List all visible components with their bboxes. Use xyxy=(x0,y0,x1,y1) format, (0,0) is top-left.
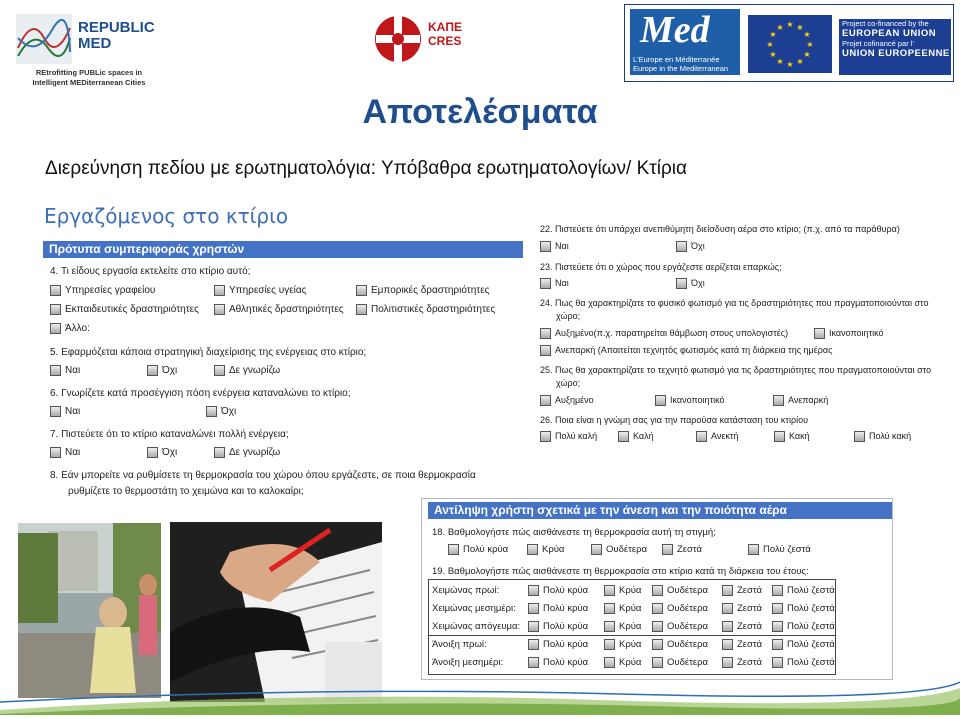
checkbox[interactable] xyxy=(448,544,459,555)
checkbox[interactable] xyxy=(50,447,61,458)
q19-option[interactable] xyxy=(772,656,835,669)
checkbox[interactable] xyxy=(528,585,539,596)
q19-option[interactable] xyxy=(722,656,762,669)
kape-line1: ΚΑΠΕ xyxy=(428,20,463,34)
q23-option-label: Ναι xyxy=(555,278,569,288)
q24-option[interactable] xyxy=(540,344,832,357)
checkbox[interactable] xyxy=(604,639,615,650)
q23-option[interactable] xyxy=(676,277,705,290)
q19-option-label: Πολύ ζεστά xyxy=(787,621,835,632)
q18-option-label: Πολύ ζεστά xyxy=(763,544,811,555)
med-caption-1: L'Europe en Méditerranée xyxy=(633,55,720,64)
checkbox[interactable] xyxy=(854,431,865,442)
checkbox[interactable] xyxy=(540,278,551,289)
q19-option-label: Πολύ ζεστά xyxy=(787,639,835,650)
q26-option-label: Καλή xyxy=(633,431,654,441)
q26-option[interactable] xyxy=(540,430,597,443)
q19-option-label: Πολύ ζεστά xyxy=(787,603,835,614)
checkbox[interactable] xyxy=(676,241,687,252)
q19-option-label: Πολύ κρύα xyxy=(543,585,589,596)
checkbox[interactable] xyxy=(814,328,825,339)
q7-option[interactable] xyxy=(214,446,280,459)
q5-option-label: Δε γνωρίζω xyxy=(229,365,281,376)
checkbox[interactable] xyxy=(662,544,673,555)
q5-option-label: Όχι xyxy=(162,365,178,376)
rm-line2: MED xyxy=(78,35,112,52)
q18-option-label: Πολύ κρύα xyxy=(463,544,509,555)
q19-option-label: Ουδέτερα xyxy=(667,621,708,632)
checkbox[interactable] xyxy=(604,603,615,614)
kape-text xyxy=(428,20,462,48)
q19-option[interactable] xyxy=(604,602,641,615)
checkbox[interactable] xyxy=(652,639,663,650)
checkbox[interactable] xyxy=(652,585,663,596)
q19-option[interactable] xyxy=(528,620,588,633)
med-caption xyxy=(633,55,728,73)
q19-option-label: Κρύα xyxy=(619,585,642,596)
q6-option-label: Ναι xyxy=(65,406,81,417)
eu-line3: Projet cofinancé par l' xyxy=(842,39,914,48)
q19-option-label: Ουδέτερα xyxy=(667,639,708,650)
q4-option-label: Εμπορικές δραστηριότητες xyxy=(371,285,490,296)
q19-option[interactable] xyxy=(528,656,588,669)
q18-option[interactable] xyxy=(527,543,564,556)
checkbox[interactable] xyxy=(356,304,367,315)
svg-text:★: ★ xyxy=(796,23,804,32)
q4-text: 4. Τι είδους εργασία εκτελείτε στο κτίριο αυτό; xyxy=(50,266,251,277)
q19-option-label: Κρύα xyxy=(619,603,642,614)
q4-option[interactable] xyxy=(214,303,344,316)
q4-option[interactable] xyxy=(356,284,490,297)
q26-option[interactable] xyxy=(854,430,911,443)
q6-text: 6. Γνωρίζετε κατά προσέγγιση πόση ενέργεια καταναλώνει το κτίριο; xyxy=(50,388,351,399)
q26-text: 26. Ποια είναι η γνώμη σας για την παρούσα κατάσταση του κτιρίου xyxy=(540,415,809,425)
q24-text-line1: 24. Πως θα χαρακτηρίζατε το φυσικό φωτισμό για τις δραστηριότητες που πραγματοποιούνται στο xyxy=(540,298,929,308)
q19-row-label: Άνοιξη πρωί: xyxy=(432,639,487,650)
checkbox[interactable] xyxy=(528,621,539,632)
q19-row-label: Χειμώνας πρωί: xyxy=(432,585,500,596)
q19-option[interactable] xyxy=(772,584,835,597)
q19-option-label: Ζεστά xyxy=(737,639,763,650)
med-word: Med xyxy=(640,9,710,51)
checkbox[interactable] xyxy=(722,603,733,614)
q23-option[interactable] xyxy=(540,277,569,290)
q7-option[interactable] xyxy=(147,446,177,459)
checkbox[interactable] xyxy=(50,285,61,296)
checkbox[interactable] xyxy=(772,621,783,632)
q25-option-label: Ανεπαρκή xyxy=(788,395,829,405)
checkbox[interactable] xyxy=(540,241,551,252)
checkbox[interactable] xyxy=(676,278,687,289)
checkbox[interactable] xyxy=(722,639,733,650)
q19-option-label: Ουδέτερα xyxy=(667,603,708,614)
checkbox[interactable] xyxy=(772,603,783,614)
checkbox[interactable] xyxy=(147,447,158,458)
q4-option-label: Εκπαιδευτικές δραστηριότητες xyxy=(65,304,199,315)
checkbox[interactable] xyxy=(540,345,551,356)
checkbox[interactable] xyxy=(591,544,602,555)
q19-option[interactable] xyxy=(722,584,762,597)
q25-text-line1: 25. Πως θα χαρακτηρίζατε το τεχνητό φωτισμό για τις δραστηριότητες που πραγματοποιούνται στο xyxy=(540,365,932,375)
q22-option[interactable] xyxy=(540,240,569,253)
q19-option-label: Ουδέτερα xyxy=(667,585,708,596)
q18-text: 18. Βαθμολογήστε πώς αισθάνεστε τη θερμοκρασία αυτή τη στιγμή; xyxy=(432,527,716,538)
checkbox[interactable] xyxy=(214,447,225,458)
q19-option[interactable] xyxy=(528,602,588,615)
checkbox[interactable] xyxy=(528,657,539,668)
rm-line1: REPUBLIC xyxy=(78,19,155,36)
checkbox[interactable] xyxy=(50,304,61,315)
svg-text:★: ★ xyxy=(776,23,784,32)
q6-option[interactable] xyxy=(206,405,236,418)
eu-cofinance-text xyxy=(839,19,951,75)
q8-text-line1: 8. Εάν μπορείτε να ρυθμίσετε τη θερμοκρασία του χώρου όπου εργάζεστε, σε ποια θερμοκρασία xyxy=(50,470,476,481)
checkbox[interactable] xyxy=(748,544,759,555)
q19-option[interactable] xyxy=(722,620,762,633)
q18-option-label: Ζεστά xyxy=(677,544,703,555)
survey-handwriting-photo xyxy=(170,522,382,702)
q19-option-label: Κρύα xyxy=(619,621,642,632)
checkbox[interactable] xyxy=(772,657,783,668)
q26-option-label: Πολύ κακή xyxy=(869,431,912,441)
q26-option[interactable] xyxy=(696,430,738,443)
q19-option[interactable] xyxy=(528,584,588,597)
q5-text: 5. Εφαρμόζεται κάποια στρατηγική διαχείρισης της ενέργειας στο κτίριο; xyxy=(50,347,367,358)
q22-text: 22. Πιστεύετε ότι υπάρχει ανεπιθύμητη διείσδυση αέρα στο κτίριο; (π.χ. από τα παράθυρα) xyxy=(540,224,900,234)
q4-option-label: Αθλητικές δραστηριότητες xyxy=(229,304,344,315)
q8-text-line2: ρυθμίζετε το θερμοστάτη το χειμώνα και το καλοκαίρι; xyxy=(68,486,304,497)
svg-text:★: ★ xyxy=(776,57,784,66)
checkbox[interactable] xyxy=(528,603,539,614)
checkbox[interactable] xyxy=(528,639,539,650)
page-subtitle: Διερεύνηση πεδίου με ερωτηματολόγια: Υπόβαθρα ερωτηματολογίων/ Κτίρια xyxy=(45,158,687,179)
q24-option[interactable] xyxy=(814,327,884,340)
svg-text:★: ★ xyxy=(803,50,811,59)
q19-option[interactable] xyxy=(652,638,708,651)
q4-option-label: Πολιτιστικές δραστηριότητες xyxy=(371,304,496,315)
q25-text-line2: χώρο; xyxy=(556,378,581,388)
checkbox[interactable] xyxy=(214,285,225,296)
eu-line4: UNION EUROPEENNE xyxy=(842,48,950,59)
q19-option[interactable] xyxy=(604,620,641,633)
checkbox[interactable] xyxy=(652,603,663,614)
q4-option-label: Υπηρεσίες γραφείου xyxy=(65,285,156,296)
q19-option-label: Ζεστά xyxy=(737,585,763,596)
checkbox[interactable] xyxy=(50,406,61,417)
rm-tagline-2: Intelligent MEDiterranean Cities xyxy=(32,78,146,87)
checkbox[interactable] xyxy=(604,621,615,632)
page-title: Αποτελέσματα xyxy=(362,93,598,131)
checkbox[interactable] xyxy=(722,621,733,632)
q23-option-label: Όχι xyxy=(691,278,705,288)
q4-option[interactable] xyxy=(50,303,199,316)
q19-option[interactable] xyxy=(652,584,708,597)
svg-text:★: ★ xyxy=(786,60,794,69)
q4-option[interactable] xyxy=(50,322,90,335)
q5-option[interactable] xyxy=(147,364,177,377)
checkbox[interactable] xyxy=(652,621,663,632)
q19-option-label: Πολύ κρύα xyxy=(543,603,589,614)
q25-option[interactable] xyxy=(773,394,828,407)
q22-option-label: Όχι xyxy=(691,241,705,251)
q24-option-label: Ικανοποιητικό xyxy=(829,328,884,338)
q19-option[interactable] xyxy=(652,602,708,615)
survey-street-photo xyxy=(18,523,161,698)
q19-option-label: Ζεστά xyxy=(737,621,763,632)
q4-option[interactable] xyxy=(50,284,155,297)
q19-option-label: Ζεστά xyxy=(737,657,763,668)
q5-option[interactable] xyxy=(214,364,280,377)
q7-option[interactable] xyxy=(50,446,80,459)
q19-option-label: Πολύ ζεστά xyxy=(787,657,835,668)
q4-option-label: Άλλο: xyxy=(65,323,90,334)
checkbox[interactable] xyxy=(356,285,367,296)
q4-option[interactable] xyxy=(214,284,306,297)
svg-text:★: ★ xyxy=(769,30,777,39)
republic-med-tagline xyxy=(14,68,164,88)
checkbox[interactable] xyxy=(696,431,707,442)
q5-option[interactable] xyxy=(50,364,80,377)
checkbox[interactable] xyxy=(214,304,225,315)
q25-option-label: Αυξημένο xyxy=(555,395,594,405)
checkbox[interactable] xyxy=(772,585,783,596)
checkbox[interactable] xyxy=(206,406,217,417)
q19-option-label: Πολύ ζεστά xyxy=(787,585,835,596)
checkbox[interactable] xyxy=(147,365,158,376)
med-caption-2: Europe in the Mediterranean xyxy=(633,64,729,73)
svg-text:★: ★ xyxy=(796,57,804,66)
q19-option[interactable] xyxy=(772,620,835,633)
q19-option-label: Ουδέτερα xyxy=(667,657,708,668)
checkbox[interactable] xyxy=(540,328,551,339)
checkbox[interactable] xyxy=(722,657,733,668)
q19-row-label: Χειμώνας απόγευμα: xyxy=(432,621,521,632)
checkbox[interactable] xyxy=(773,395,784,406)
q18-option-label: Ουδέτερα xyxy=(606,544,647,555)
q5-option-label: Ναι xyxy=(65,365,81,376)
air-form-band: Αντίληψη χρήστη σχετικά με την άνεση και την ποιότητα αέρα xyxy=(428,502,892,519)
svg-text:★: ★ xyxy=(769,50,777,59)
q19-option[interactable] xyxy=(772,638,835,651)
q6-option[interactable] xyxy=(50,405,80,418)
q19-divider xyxy=(428,635,836,636)
q19-option[interactable] xyxy=(528,638,588,651)
q19-option[interactable] xyxy=(722,602,762,615)
q26-option[interactable] xyxy=(774,430,810,443)
q25-option[interactable] xyxy=(655,394,725,407)
q19-option[interactable] xyxy=(652,620,708,633)
q19-text: 19. Βαθμολογήστε πώς αισθάνεστε τη θερμοκρασία στο κτίριο κατά τη διάρκεια του έτους: xyxy=(432,566,809,577)
q26-option-label: Ανεκτή xyxy=(711,431,739,441)
q18-option[interactable] xyxy=(662,543,702,556)
footer-decoration xyxy=(0,680,960,715)
q7-option-label: Δε γνωρίζω xyxy=(229,447,281,458)
checkbox[interactable] xyxy=(540,395,551,406)
q19-option-label: Κρύα xyxy=(619,657,642,668)
rm-tagline-1: REtrofitting PUBLic spaces in xyxy=(35,68,143,77)
q26-option-label: Πολύ καλή xyxy=(555,431,598,441)
q19-option[interactable] xyxy=(652,656,708,669)
q18-option[interactable] xyxy=(591,543,647,556)
q19-option-label: Πολύ κρύα xyxy=(543,639,589,650)
eu-flag-icon xyxy=(748,15,832,73)
checkbox[interactable] xyxy=(540,431,551,442)
checkbox[interactable] xyxy=(618,431,629,442)
q19-option[interactable] xyxy=(604,638,641,651)
checkbox[interactable] xyxy=(527,544,538,555)
q19-option[interactable] xyxy=(604,656,641,669)
q19-row-label: Χειμώνας μεσημέρι: xyxy=(432,603,516,614)
checkbox[interactable] xyxy=(652,657,663,668)
q26-option[interactable] xyxy=(618,430,654,443)
q19-option-label: Πολύ κρύα xyxy=(543,657,589,668)
checkbox[interactable] xyxy=(655,395,666,406)
q23-text: 23. Πιστεύετε ότι ο χώρος που εργάζεστε αερίζεται επαρκώς; xyxy=(540,262,782,272)
kape-line2: CRES xyxy=(428,34,462,48)
left-form-heading: Εργαζόμενος στο κτίριο xyxy=(44,204,289,228)
q26-option-label: Κακή xyxy=(789,431,810,441)
checkbox[interactable] xyxy=(604,657,615,668)
q4-option-label: Υπηρεσίες υγείας xyxy=(229,285,307,296)
q19-option-label: Πολύ κρύα xyxy=(543,621,589,632)
q19-row-label: Άνοιξη μεσημέρι: xyxy=(432,657,504,668)
q24-text-line2: χώρο; xyxy=(556,311,581,321)
svg-text:★: ★ xyxy=(806,40,814,49)
q19-option[interactable] xyxy=(772,602,835,615)
q19-option[interactable] xyxy=(722,638,762,651)
checkbox[interactable] xyxy=(604,585,615,596)
q22-option-label: Ναι xyxy=(555,241,569,251)
q7-text: 7. Πιστεύετε ότι το κτίριο καταναλώνει πολλή ενέργεια; xyxy=(50,429,289,440)
q25-option-label: Ικανοποιητικό xyxy=(670,395,725,405)
checkbox[interactable] xyxy=(50,323,61,334)
q19-option-label: Κρύα xyxy=(619,639,642,650)
q18-option[interactable] xyxy=(448,543,508,556)
checkbox[interactable] xyxy=(772,639,783,650)
q25-option[interactable] xyxy=(540,394,594,407)
q6-option-label: Όχι xyxy=(221,406,237,417)
checkbox[interactable] xyxy=(50,365,61,376)
q22-option[interactable] xyxy=(676,240,705,253)
q7-option-label: Όχι xyxy=(162,447,178,458)
left-form-band: Πρότυπα συμπεριφοράς χρηστών xyxy=(43,241,523,258)
checkbox[interactable] xyxy=(774,431,785,442)
q19-option[interactable] xyxy=(604,584,641,597)
q4-option[interactable] xyxy=(356,303,495,316)
svg-text:★: ★ xyxy=(786,20,794,29)
q24-option[interactable] xyxy=(540,327,788,340)
q7-option-label: Ναι xyxy=(65,447,81,458)
eu-line1: Project co-financed by the xyxy=(842,19,929,28)
svg-text:★: ★ xyxy=(803,30,811,39)
q24-option-label: Ανεπαρκή (Απαιτείται τεχνητός φωτισμός κατά τη διάρκεια της ημέρας xyxy=(555,345,833,355)
q18-option-label: Κρύα xyxy=(542,544,565,555)
eu-line2: EUROPEAN UNION xyxy=(842,28,937,39)
q19-option-label: Ζεστά xyxy=(737,603,763,614)
svg-text:★: ★ xyxy=(766,40,774,49)
q24-option-label: Αυξημένο(π.χ. παρατηρείται θάμβωση στους υπολογιστές) xyxy=(555,328,789,338)
checkbox[interactable] xyxy=(722,585,733,596)
checkbox[interactable] xyxy=(214,365,225,376)
q18-option[interactable] xyxy=(748,543,811,556)
